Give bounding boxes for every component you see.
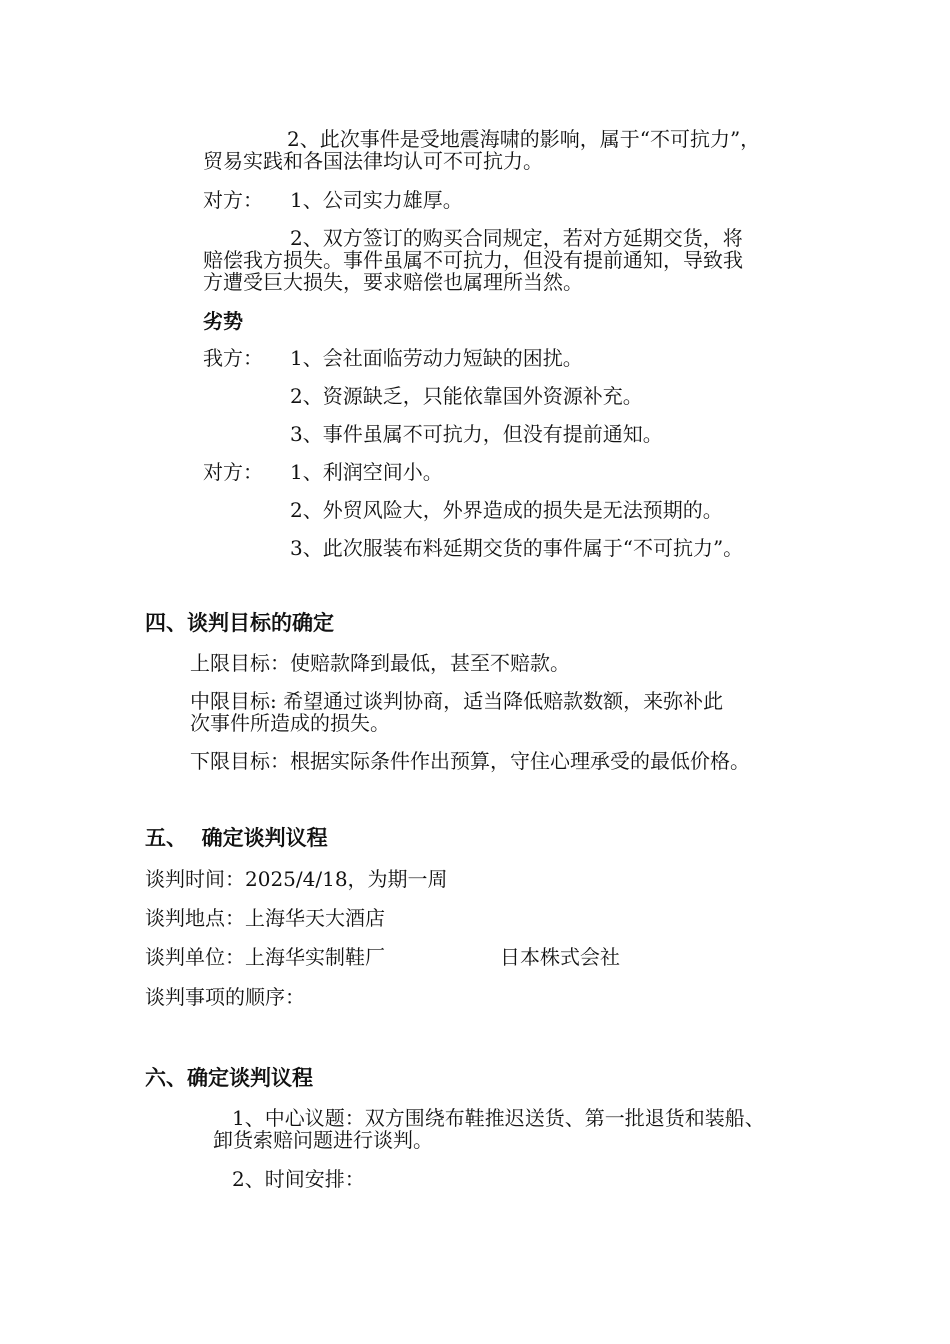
goal-lower: 下限目标：根据实际条件作出预算，守住心理承受的最低价格。 xyxy=(190,749,750,773)
their-adv-1: 1、公司实力雄厚。 xyxy=(290,188,463,212)
heading-disadvantages: 劣势 xyxy=(203,309,243,333)
section-5-heading: 五、 确定谈判议程 xyxy=(145,826,328,850)
their-dis-3: 3、此次服装布料延期交货的事件属于“不可抗力”。 xyxy=(290,536,744,560)
para-our-adv-2-line2: 贸易实践和各国法律均认可不可抗力。 xyxy=(203,149,543,173)
goal-middle-line2: 次事件所造成的损失。 xyxy=(190,711,390,735)
our-dis-2: 2、资源缺乏，只能依靠国外资源补充。 xyxy=(290,384,643,408)
our-dis-3: 3、事件虽属不可抗力，但没有提前通知。 xyxy=(290,422,663,446)
negotiation-unit: 谈判单位：上海华实制鞋厂 xyxy=(145,945,385,969)
label-our-side: 我方： xyxy=(203,346,263,370)
label-their-side: 对方： xyxy=(203,188,263,212)
negotiation-place: 谈判地点：上海华天大酒店 xyxy=(145,906,385,930)
goal-middle-line1: 中限目标: 希望通过谈判协商，适当降低赔款数额，来弥补此 xyxy=(190,689,724,713)
section-4-heading: 四、谈判目标的确定 xyxy=(145,611,334,635)
our-dis-1: 1、会社面临劳动力短缺的困扰。 xyxy=(290,346,583,370)
their-adv-2-line3: 方遭受巨大损失，要求赔偿也属理所当然。 xyxy=(203,270,583,294)
their-dis-1: 1、利润空间小。 xyxy=(290,460,443,484)
negotiation-unit-other: 日本株式会社 xyxy=(500,945,620,969)
agenda-item-1-line2: 卸货索赔问题进行谈判。 xyxy=(213,1128,433,1152)
agenda-item-1-line1: 1、中心议题：双方围绕布鞋推迟送货、第一批退货和装船、 xyxy=(232,1106,765,1130)
negotiation-order: 谈判事项的顺序： xyxy=(145,985,305,1009)
para-our-adv-2-line1: 2、此次事件是受地震海啸的影响，属于“不可抗力”， xyxy=(287,127,761,151)
their-adv-2-line2: 赔偿我方损失。事件虽属不可抗力，但没有提前通知，导致我 xyxy=(203,248,743,272)
their-adv-2-line1: 2、双方签订的购买合同规定，若对方延期交货，将 xyxy=(290,226,743,250)
agenda-item-2: 2、时间安排： xyxy=(232,1167,365,1191)
goal-upper: 上限目标：使赔款降到最低，甚至不赔款。 xyxy=(190,651,570,675)
negotiation-time: 谈判时间：2025/4/18，为期一周 xyxy=(145,867,448,891)
label-their-side-2: 对方： xyxy=(203,460,263,484)
their-dis-2: 2、外贸风险大，外界造成的损失是无法预期的。 xyxy=(290,498,723,522)
section-6-heading: 六、确定谈判议程 xyxy=(145,1066,313,1090)
